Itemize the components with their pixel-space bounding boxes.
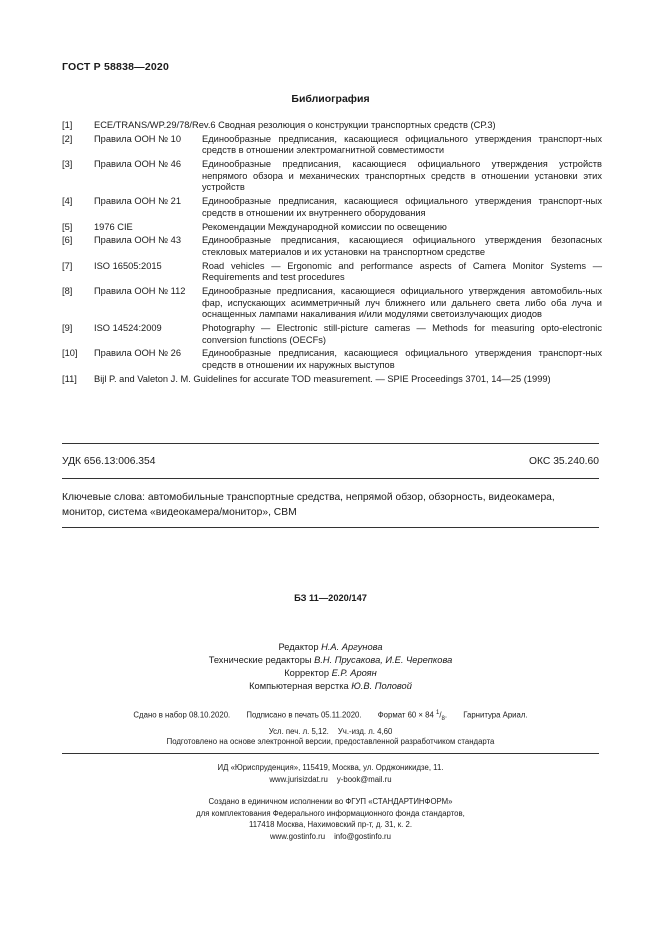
editor-line: Редактор Н.А. Аргунова <box>278 642 383 652</box>
publisher-email-link[interactable]: y-book@mail.ru <box>336 774 392 784</box>
publisher-block: ИД «Юриспруденция», 115419, Москва, ул. Орджоникидзе, 11. www.jurisizdat.ru y-book@mail.ru <box>217 763 444 784</box>
producer-email-link[interactable]: info@gostinfo.ru <box>334 831 391 841</box>
bibliography-entry <box>62 159 602 194</box>
credits-block <box>0 641 661 693</box>
entry-description: Road vehicles — Ergonomic and performance aspects of Camera Monitor Systems — Requirements and test procedures <box>202 260 602 283</box>
entry-source: Правила ООН № 21 <box>94 196 181 207</box>
producer-block: Создано в единичном исполнении во ФГУП «СТАНДАРТИНФОРМ» для комплектования Федерального информационного фонда стандартов, 117418 Москва, Нахимовский пр-т, д. 31, к. 2. www.gostinfo.ru info@gostinfo.ru <box>196 797 465 841</box>
bibliography-entry <box>62 222 602 234</box>
divider-top <box>62 443 599 444</box>
tech-editors-line: Технические редакторы В.Н. Прусакова, И.Е. Черепкова <box>208 655 453 665</box>
prepared-note: Подготовлено на основе электронной версии, предоставленной разработчиком стандарта <box>166 737 495 746</box>
entry-number: [9] <box>62 323 73 333</box>
entry-source: Правила ООН № 26 <box>94 348 181 359</box>
entry-source: ISO 14524:2009 <box>94 323 162 333</box>
corrector-line: Корректор Е.Р. Ароян <box>284 668 377 678</box>
bibliography-entry <box>62 196 602 219</box>
entry-number: [6] <box>62 235 73 246</box>
bibliography-list <box>62 120 602 388</box>
entry-source: Правила ООН № 46 <box>94 159 181 170</box>
entry-number: [11] <box>62 373 77 384</box>
entry-number: [10] <box>62 348 78 359</box>
entry-description: Единообразные предписания, касающиеся официального утверждения автомобиль-ных фар, испускающих асимметричный луч ближнего или дальнего света либо оба луча и оснащенных лампами накаливания и/или модулями светоизлучающих диодов <box>202 286 602 320</box>
bibliography-entry <box>62 120 602 132</box>
entry-description: Единообразные предписания, касающиеся официального утверждения транспорт-ных средств в отношении электромагнитной совместимости <box>202 133 602 156</box>
entry-number: [8] <box>62 286 73 297</box>
entry-number: [2] <box>62 133 73 144</box>
layout-line: Компьютерная верстка Ю.В. Половой <box>249 681 412 691</box>
entry-source: Правила ООН № 43 <box>94 235 181 246</box>
keywords: Ключевые слова: автомобильные транспортные средства, непрямой обзор, обзорность, видеокамера, монитор, система «видеокамера/монитор», СВМ <box>62 492 555 518</box>
entry-number: [7] <box>62 260 73 271</box>
standard-header: ГОСТ Р 58838—2020 <box>62 61 170 73</box>
bibliography-entry <box>62 348 602 371</box>
bibliography-entry <box>62 374 602 386</box>
entry-text: Bijl P. and Valeton J. M. Guidelines for accurate TOD measurement. — SPIE Proceedings 3701, 14—25 (1999) <box>94 373 551 384</box>
bz-number: БЗ 11—2020/147 <box>294 593 367 603</box>
entry-text: ECE/TRANS/WP.29/78/Rev.6 Сводная резолюция о конструкции транспортных средств (СР.3) <box>94 120 496 130</box>
entry-description: Рекомендации Международной комиссии по освещению <box>202 221 447 232</box>
bibliography-entry <box>62 134 602 157</box>
entry-description: Единообразные предписания, касающиеся официального утверждения транспорт-ных средств в отношении их наружных выступов <box>202 348 602 370</box>
divider-middle <box>62 478 599 479</box>
divider-bottom <box>62 527 599 528</box>
divider-footer <box>62 753 599 754</box>
entry-description: Единообразные предписания, касающиеся официального утверждения транспорт-ных средств в отношении их внутреннего оборудования <box>202 196 602 218</box>
entry-number: [5] <box>62 221 73 232</box>
entry-source: ISO 16505:2015 <box>94 260 162 271</box>
oks-code: ОКС 35.240.60 <box>529 456 599 467</box>
entry-number: [3] <box>62 159 73 170</box>
bibliography-entry <box>62 286 602 321</box>
producer-site-link[interactable]: www.gostinfo.ru <box>270 831 326 841</box>
bibliography-entry <box>62 235 602 258</box>
bibliography-title: Библиография <box>291 93 370 105</box>
publisher-site-link[interactable]: www.jurisizdat.ru <box>269 774 328 784</box>
entry-source: Правила ООН № 112 <box>94 286 186 297</box>
entry-number: [4] <box>62 196 73 207</box>
entry-description: Photography — Electronic still-picture cameras — Methods for measuring opto-electronic conversion functions (OECFs) <box>202 323 602 345</box>
entry-description: Единообразные предписания, касающиеся официального утверждения устройств непрямого обзора и механических транспортных средств в отношении установки этих устройств <box>202 159 602 193</box>
udk-code: УДК 656.13:006.354 <box>62 456 156 467</box>
entry-source: 1976 CIE <box>94 221 133 232</box>
bibliography-entry <box>62 261 602 284</box>
entry-source: Правила ООН № 10 <box>94 133 181 144</box>
entry-description: Единообразные предписания, касающиеся официального утверждения безопасных стекловых материалов и их установки на транспортном средстве <box>202 235 602 257</box>
entry-number: [1] <box>62 120 73 130</box>
bibliography-entry <box>62 323 602 346</box>
print-info: Сдано в набор 08.10.2020. Подписано в печать 05.11.2020. Формат 60 × 84 $^1/_8$. Гарнитура Ариал. Усл. печ. л. 5,12. Уч.-изд. л. 4,60 <box>133 710 528 736</box>
